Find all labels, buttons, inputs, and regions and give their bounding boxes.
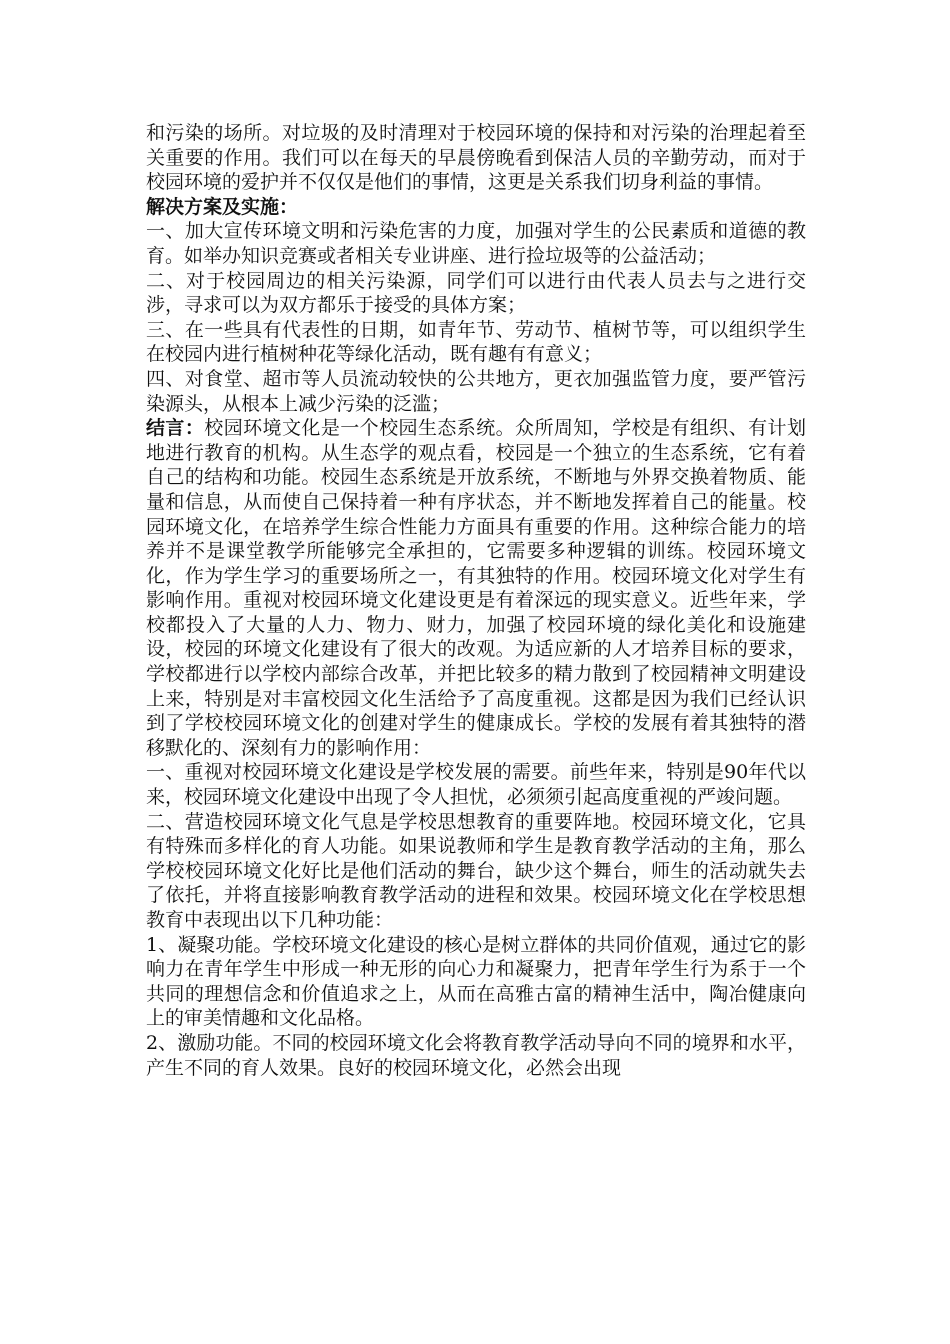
solution-item-4: 四、对食堂、超市等人员流动较快的公共地方，更衣加强监管力度，要严管污染源头，从根本上减少污染的泛滥；	[146, 367, 806, 415]
solutions-heading: 解决方案及实施：	[146, 195, 299, 218]
conclusion-paragraph	[146, 416, 806, 760]
conclusion-label: 结言：	[146, 417, 205, 440]
function-item-1: 1、凝聚功能。学校环境文化建设的核心是树立群体的共同价值观，通过它的影响力在青年学生中形成一种无形的向心力和凝聚力，把青年学生行为系于一个共同的理想信念和价值追求之上，从而在高雅古富的精神生活中，陶冶健康向上的审美情趣和文化品格。	[146, 933, 806, 1030]
document-page	[146, 121, 806, 1080]
point-item-1: 一、重视对校园环境文化建设是学校发展的需要。前些年来，特别是90年代以来，校园环境文化建设中出现了令人担忧，必须须引起高度重视的严竣问题。	[146, 761, 806, 809]
function-item-2: 2、激励功能。不同的校园环境文化会将教育教学活动导向不同的境界和水平，产生不同的育人效果。良好的校园环境文化，必然会出现	[146, 1031, 806, 1079]
conclusion-text: 校园环境文化是一个校园生态系统。众所周知，学校是有组织、有计划地进行教育的机构。从生态学的观点看，校园是一个独立的生态系统，它有着自己的结构和功能。校园生态系统是开放系统，不断地与外界交换着物质、能量和信息，从而使自己保持着一种有序状态，并不断地发挥着自己的能量。校园环境文化，在培养学生综合性能力方面具有重要的作用。这种综合能力的培养并不是课堂教学所能够完全承担的，它需要多种逻辑的训练。校园环境文化，作为学生学习的重要场所之一，有其独特的作用。校园环境文化对学生有影响作用。重视对校园环境文化建设更是有着深远的现实意义。近些年来，学校都投入了大量的人力、物力、财力，加强了校园环境的绿化美化和设施建设，校园的环境文化建设有了很大的改观。为适应新的人才培养目标的要求，学校都进行以学校内部综合改革，并把比较多的精力散到了校园精神文明建设上来，特别是对丰富校园文化生活给予了高度重视。这都是因为我们已经认识到了学校校园环境文化的创建对学生的健康成长。学校的发展有着其独特的潜移默化的、深刻有力的影响作用：	[146, 417, 806, 759]
intro-paragraph: 和污染的场所。对垃圾的及时清理对于校园环境的保持和对污染的治理起着至关重要的作用。我们可以在每天的早晨傍晚看到保洁人员的辛勤劳动，而对于校园环境的爱护并不仅仅是他们的事情，这更是关系我们切身利益的事情。	[146, 122, 806, 194]
solution-item-1: 一、加大宣传环境文明和污染危害的力度，加强对学生的公民素质和道德的教育。如举办知识竞赛或者相关专业讲座、进行捡垃圾等的公益活动；	[146, 220, 806, 267]
solution-item-2: 二、对于校园周边的相关污染源，同学们可以进行由代表人员去与之进行交涉，寻求可以为双方都乐于接受的具体方案；	[146, 269, 806, 317]
solution-item-3: 三、在一些具有代表性的日期，如青年节、劳动节、植树节等，可以组织学生在校园内进行植树种花等绿化活动，既有趣有有意义；	[146, 318, 806, 366]
point-item-2: 二、营造校园环境文化气息是学校思想教育的重要阵地。校园环境文化，它具有特殊而多样化的育人功能。如果说教师和学生是教育教学活动的主角，那么学校校园环境文化好比是他们活动的舞台，缺少这个舞台，师生的活动就失去了依托，并将直接影响教育教学活动的进程和效果。校园环境文化在学校思想教育中表现出以下几种功能：	[146, 810, 806, 931]
